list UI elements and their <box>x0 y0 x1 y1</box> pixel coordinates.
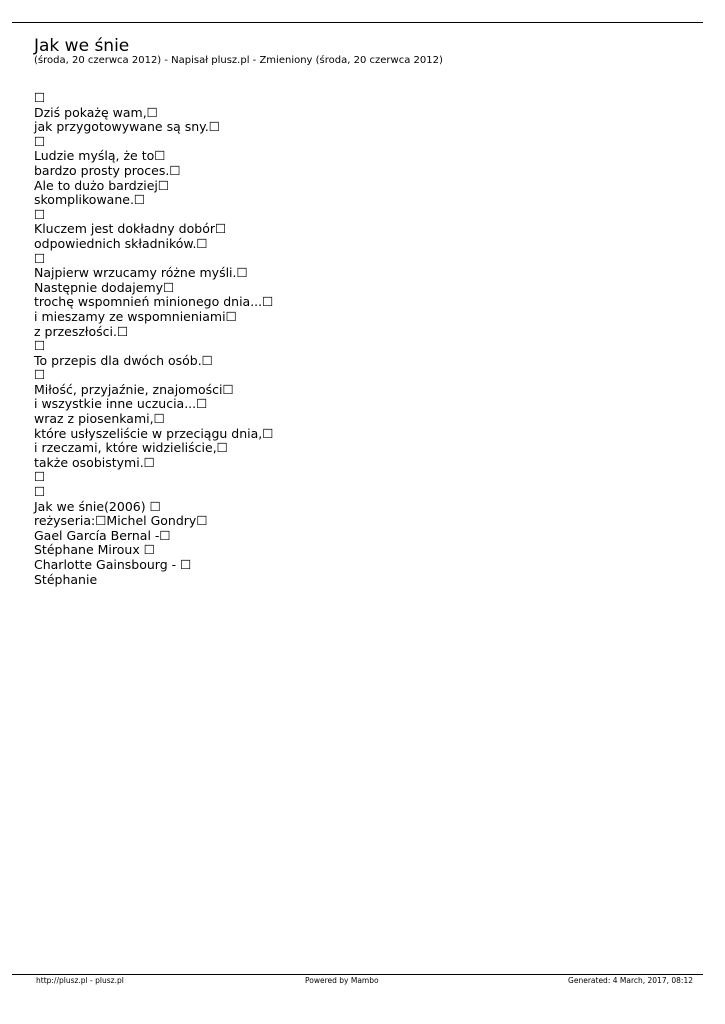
article-line: i mieszamy ze wspomnieniami☐ <box>34 308 237 324</box>
article-line: ☐ <box>34 250 46 266</box>
article-line: Miłość, przyjaźnie, znajomości☐ <box>34 381 234 397</box>
article-line: ☐ <box>34 338 46 354</box>
article-line: Ale to dużo bardziej☐ <box>34 177 170 193</box>
article-line: jak przygotowywane są sny.☐ <box>34 119 220 135</box>
footer-powered-by: Powered by Mambo <box>305 976 379 985</box>
article-line: Jak we śnie(2006) ☐ <box>34 498 161 514</box>
article-line: ☐ <box>34 206 46 222</box>
article-line: ☐ <box>34 469 46 485</box>
article-line: ☐ <box>34 90 46 105</box>
article-line: wraz z piosenkami,☐ <box>34 411 165 427</box>
article-line: ☐ <box>34 367 46 383</box>
article-line: ☐ <box>34 133 46 149</box>
article-line: i rzeczami, które widzieliście,☐ <box>34 440 228 456</box>
article-line: reżyseria:☐Michel Gondry☐ <box>34 513 208 529</box>
article-line: To przepis dla dwóch osób.☐ <box>34 352 213 368</box>
article-line: które usłyszeliście w przeciągu dnia,☐ <box>34 425 274 441</box>
article-line: Charlotte Gainsbourg - ☐ <box>34 557 192 572</box>
article-title: Jak we śnie <box>34 36 130 56</box>
article-line: Kluczem jest dokładny dobór☐ <box>34 221 227 237</box>
article-line: skomplikowane.☐ <box>34 192 146 208</box>
top-divider <box>12 22 703 23</box>
article-line: z przeszłości.☐ <box>34 323 129 339</box>
article-body <box>34 91 694 587</box>
article-line: Gael García Bernal -☐ <box>34 527 171 543</box>
footer-site-link[interactable]: http://plusz.pl - plusz.pl <box>36 976 124 985</box>
article-line: Następnie dodajemy☐ <box>34 279 175 295</box>
article-line: trochę wspomnień minionego dnia...☐ <box>34 294 274 310</box>
bottom-divider <box>12 974 703 975</box>
article-meta: (środa, 20 czerwca 2012) - Napisał plusz.pl - Zmieniony (środa, 20 czerwca 2012) <box>34 55 443 66</box>
article-line: także osobistymi.☐ <box>34 454 155 470</box>
article-line: ☐ <box>34 484 46 500</box>
article-line: Stéphane Miroux ☐ <box>34 542 155 558</box>
article-line: odpowiednich składników.☐ <box>34 235 208 251</box>
article-line: i wszystkie inne uczucia...☐ <box>34 396 208 412</box>
article-line: Stéphanie <box>34 571 98 587</box>
article-line: Najpierw wrzucamy różne myśli.☐ <box>34 265 248 281</box>
article-line: Ludzie myślą, że to☐ <box>34 148 166 164</box>
article-line: Dziś pokażę wam,☐ <box>34 104 158 120</box>
footer-generated-date: Generated: 4 March, 2017, 08:12 <box>568 976 693 985</box>
article-line: bardzo prosty proces.☐ <box>34 162 181 178</box>
